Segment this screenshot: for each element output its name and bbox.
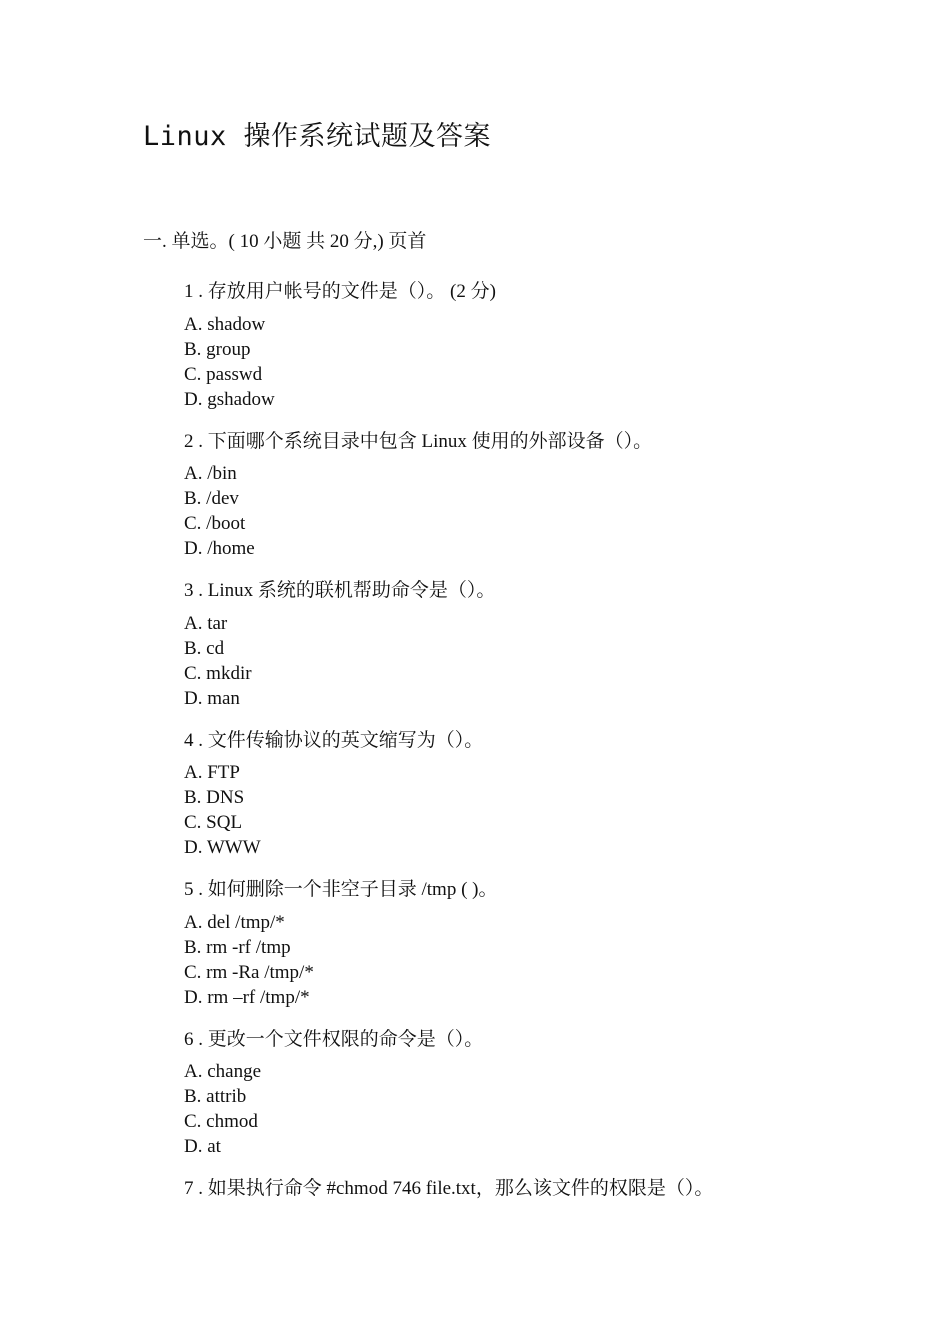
question-1-option-d: D. gshadow xyxy=(184,389,275,410)
question-4-option-b: B. DNS xyxy=(184,787,245,808)
question-3-option-c: C. mkdir xyxy=(184,663,252,684)
question-6-option-c: C. chmod xyxy=(184,1111,258,1132)
question-5-option-a: A. del /tmp/* xyxy=(184,912,285,933)
question-5-option-d: D. rm –rf /tmp/* xyxy=(184,987,310,1008)
question-1-option-c: C. passwd xyxy=(184,364,263,385)
question-4-option-d: D. WWW xyxy=(184,837,261,858)
document-title: Linux 操作系统试题及答案 xyxy=(143,121,492,152)
question-4-option-c: C. SQL xyxy=(184,812,243,833)
question-3-option-d: D. man xyxy=(184,688,240,709)
question-3-stem: 3 . Linux 系统的联机帮助命令是（）。 xyxy=(184,580,496,601)
section-heading: 一. 单选。( 10 小题 共 20 分,) 页首 xyxy=(143,231,427,252)
question-2-option-c: C. /boot xyxy=(184,513,246,534)
question-3-option-a: A. tar xyxy=(184,613,228,634)
question-6-option-a: A. change xyxy=(184,1061,262,1082)
question-1-option-b: B. group xyxy=(184,339,251,360)
question-1-option-a: A. shadow xyxy=(184,314,266,335)
question-7-stem: 7 . 如果执行命令 #chmod 746 file.txt，那么该文件的权限是（）。 xyxy=(184,1178,714,1199)
question-5-option-c: C. rm -Ra /tmp/* xyxy=(184,962,314,983)
question-1-stem: 1 . 存放用户帐号的文件是（）。 (2 分) xyxy=(184,281,496,302)
question-2-option-b: B. /dev xyxy=(184,488,239,509)
question-6-stem: 6 . 更改一个文件权限的命令是（）。 xyxy=(184,1029,484,1050)
question-2-option-d: D. /home xyxy=(184,538,255,559)
question-6-option-d: D. at xyxy=(184,1136,221,1157)
question-5-option-b: B. rm -rf /tmp xyxy=(184,937,291,958)
question-6-option-b: B. attrib xyxy=(184,1086,247,1107)
question-2-option-a: A. /bin xyxy=(184,463,237,484)
question-3-option-b: B. cd xyxy=(184,638,225,659)
question-4-stem: 4 . 文件传输协议的英文缩写为（）。 xyxy=(184,730,484,751)
question-2-stem: 2 . 下面哪个系统目录中包含 Linux 使用的外部设备（）。 xyxy=(184,431,653,452)
question-5-stem: 5 . 如何删除一个非空子目录 /tmp ( )。 xyxy=(184,879,498,900)
question-4-option-a: A. FTP xyxy=(184,762,240,783)
